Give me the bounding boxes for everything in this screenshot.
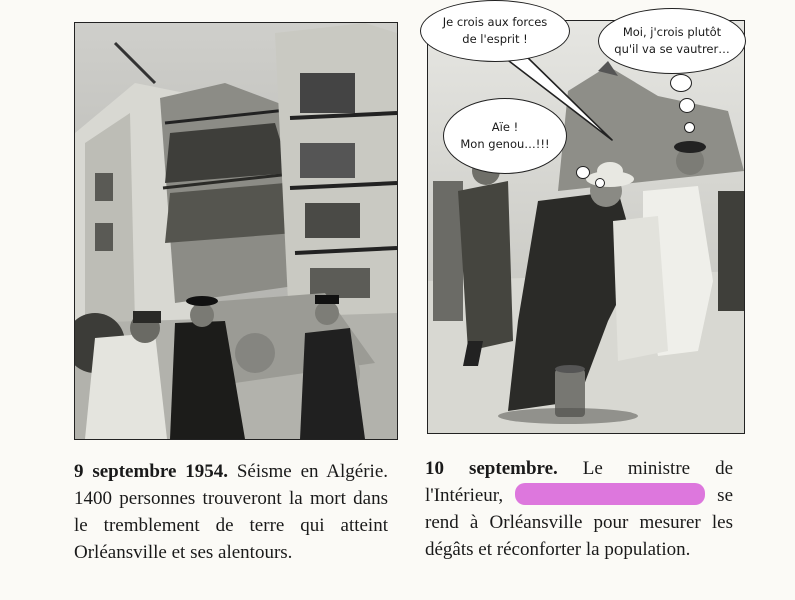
left-caption-text: Séisme en Algérie. 1400 personnes trouveront la mort dans le tremblement de terre qui atteint Orléansville et ses alentours.: [74, 461, 389, 563]
knee-line2: Mon genou…!!!: [460, 137, 550, 151]
knee-thought-dot-1: [576, 166, 590, 179]
redaction-mark: [515, 483, 705, 505]
knee-line1: Aïe !: [491, 120, 519, 134]
right-caption-before: Le ministre de l'Intérieur,: [425, 458, 733, 506]
thought-line1: Moi, j'crois plutôt: [622, 25, 722, 39]
left-caption-date: 9 septembre 1954.: [74, 461, 228, 482]
thought-dot-2: [679, 98, 695, 113]
thought-dot-3: [684, 122, 695, 133]
thought-dot-1: [670, 74, 692, 92]
spirit-line2: de l'esprit !: [462, 32, 528, 46]
right-caption-after: se rend à Orléansville pour mesurer les dégâts et réconforter la population.: [425, 485, 733, 560]
right-caption: [425, 455, 733, 563]
left-caption: [74, 458, 388, 566]
thought-line2: qu'il va se vautrer…: [614, 42, 730, 56]
right-caption-date: 10 septembre.: [425, 458, 558, 479]
speech-bubble-spirit: [420, 0, 570, 62]
knee-thought-dot-2: [595, 178, 605, 188]
thought-bubble: [598, 8, 746, 74]
speech-bubble-knee: [443, 98, 567, 174]
spirit-line1: Je crois aux forces: [442, 15, 548, 29]
